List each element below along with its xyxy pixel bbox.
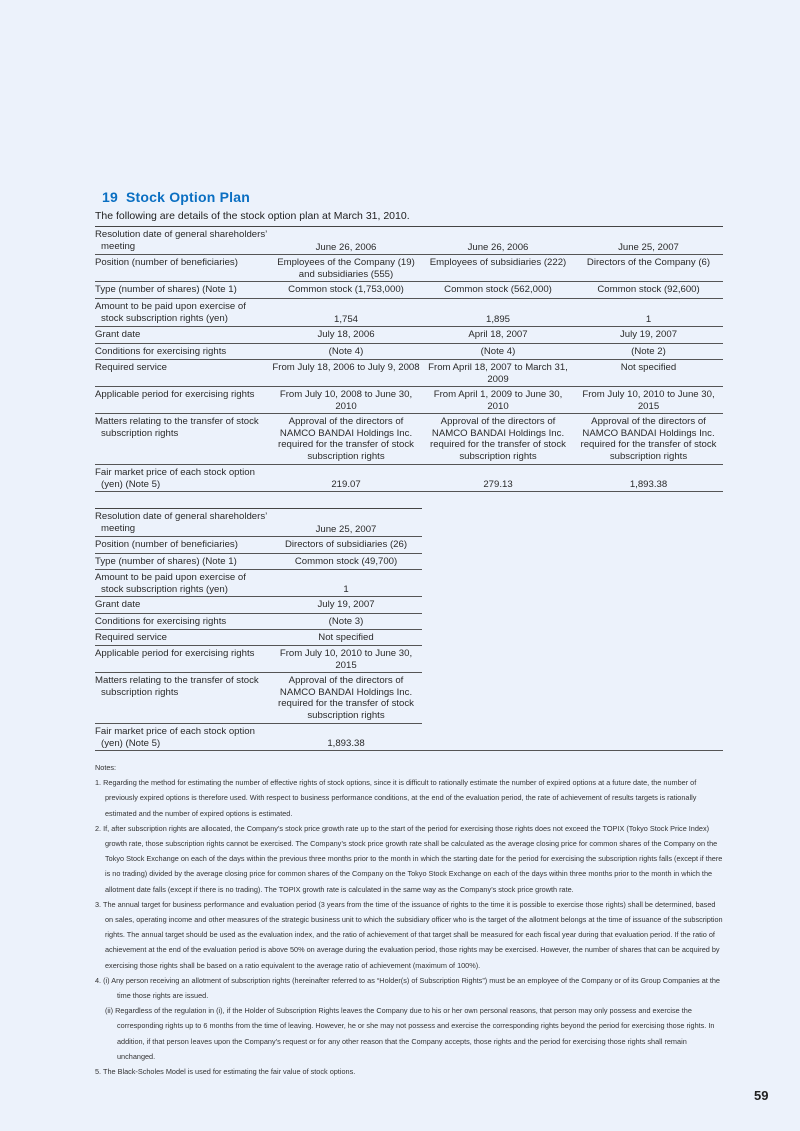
note-4-ii: (ii) Regardless of the regulation in (i), if the Holder of Subscription Rights leaves the Company due to his or her own personal reasons, that person may only possess and exercise the corresponding rights up to 6 months from the time of leaving. However, he or she may not possess and exercise the corresponding rights beyond the period for exercising those rights. In addition, if that person leaves upon the Company’s request or for any other reason that the Company accepts, those rights and the period for exercising those rights shall remain unchanged. [105,1006,715,1061]
row-label: Position (number of beneficiaries) [95,537,270,554]
cell-value: Directors of subsidiaries (26) [270,537,422,554]
page-number: 59 [754,1088,769,1103]
table-row [95,646,422,673]
cell-value: From July 10, 2008 to June 30, 2010 [270,387,422,414]
cell-value: Approval of the directors of NAMCO BANDAI Holdings Inc. required for the transfer of stock subscription rights [574,414,723,465]
row-label: Fair market price of each stock option (yen) (Note 5) [95,465,270,492]
cell-value: 1,754 [270,299,422,327]
table-row [95,673,422,724]
table-row [95,509,422,537]
cell-value: (Note 3) [270,614,422,630]
cell-value: June 26, 2006 [422,227,574,255]
row-label: Type (number of shares) (Note 1) [95,282,270,299]
section-title [102,189,250,205]
row-label: Grant date [95,327,270,344]
row-label: Resolution date of general shareholders’ meeting [95,509,270,537]
notes [95,760,725,1079]
cell-value: Common stock (92,600) [574,282,723,299]
cell-value: From July 18, 2006 to July 9, 2008 [270,360,422,387]
cell-value: Employees of subsidiaries (222) [422,255,574,282]
cell-value: (Note 4) [422,344,574,360]
cell-value: Directors of the Company (6) [574,255,723,282]
cell-value: From July 10, 2010 to June 30, 2015 [574,387,723,414]
cell-value: July 19, 2007 [270,597,422,614]
cell-value: April 18, 2007 [422,327,574,344]
section-number: 19 [102,189,118,205]
cell-value: 1 [270,570,422,597]
cell-value: Common stock (562,000) [422,282,574,299]
row-label: Position (number of beneficiaries) [95,255,270,282]
cell-value: 1 [574,299,723,327]
row-label: Resolution date of general shareholders’ meeting [95,227,270,255]
row-label: Amount to be paid upon exercise of stock subscription rights (yen) [95,299,270,327]
cell-value: June 25, 2007 [574,227,723,255]
cell-value: Approval of the directors of NAMCO BANDAI Holdings Inc. required for the transfer of stock subscription rights [422,414,574,465]
cell-value: Employees of the Company (19) and subsidiaries (555) [270,255,422,282]
row-label: Applicable period for exercising rights [95,387,270,414]
table-row [95,227,723,255]
cell-value: From April 1, 2009 to June 30, 2010 [422,387,574,414]
row-label: Conditions for exercising rights [95,614,270,630]
table-row [95,537,422,554]
cell-value: 1,893.38 [270,724,422,751]
note-3: 3. The annual target for business performance and evaluation period (3 years from the time of the issuance of rights to the time it is possible to exercise those rights) shall be determined, based on sales, operating income and other measures of the strategic business unit to which the subsidiary officer who is the target of the allotment belongs at the time of issuance of the subscription rights. The annual target should be used as the evaluation index, and the ratio of achievement of that target shall be measured for each fiscal year during that evaluation period. If the ratio of achievement at the end of the evaluation period is above 50% on average during the evaluation period, those rights may be exercised. However, the number of shares that can be acquired by exercising those rights shall be based on a ratio equivalent to the average ratio of achievement (maximum of 100%). [95,899,723,970]
cell-value: Not specified [270,630,422,646]
note-1: 1. Regarding the method for estimating the number of effective rights of stock options, since it is difficult to rationally estimate the number of expired options at a future date, the number of previously expired options is therefore used. With respect to business performance conditions, at the end of the evaluation period, the rate of achievement of results targets is rationally estimated and the number of expired options is estimated. [95,778,697,818]
table-row [95,282,723,299]
row-label: Applicable period for exercising rights [95,646,270,673]
row-label: Fair market price of each stock option (yen) (Note 5) [95,724,270,751]
cell-value: (Note 2) [574,344,723,360]
row-label: Matters relating to the transfer of stock subscription rights [95,414,270,465]
row-label: Type (number of shares) (Note 1) [95,554,270,570]
section-title-text: Stock Option Plan [125,189,250,205]
note-4-i: 4. (i) Any person receiving an allotment of subscription rights (hereinafter referred to as “Holder(s) of Subscription Rights”) must be an employee of the Company or of its Group Companies at the time those rights are issued. [95,975,720,1001]
cell-value: 279.13 [422,465,574,492]
cell-value: June 26, 2006 [270,227,422,255]
cell-value: June 25, 2007 [270,509,422,537]
cell-value: July 18, 2006 [270,327,422,344]
table-bottom-rule [95,750,723,751]
table-row [95,597,422,614]
table-row [95,554,422,570]
cell-value: From April 18, 2007 to March 31, 2009 [422,360,574,387]
table-row [95,614,422,630]
cell-value: 1,895 [422,299,574,327]
note-2: 2. If, after subscription rights are allocated, the Company’s stock price growth rate up to the start of the period for exercising those rights does not exceed the TOPIX (Tokyo Stock Price Index) growth rate, those subscription rights cannot be exercised. The Company’s stock price growth rate shall be calculated as the average closing price for common shares of the Company on the Tokyo Stock Exchange on each of the days within the previous three months prior to the month in which the starting date for the period for exercising the subscription rights falls (except if there is no trading) divided by the average closing price for common shares of the Company on the Tokyo Stock Exchange on each of the days within three months prior to the month in which the allotment date falls (except if there is no trading). The TOPIX growth rate is calculated in the same way as the Company’s stock price growth rate. [95,823,723,894]
notes-heading: Notes: [95,763,117,772]
table-row [95,327,723,344]
row-label: Required service [95,360,270,387]
table-row [95,724,422,751]
cell-value: Common stock (49,700) [270,554,422,570]
table-row [95,387,723,414]
cell-value: July 19, 2007 [574,327,723,344]
cell-value: Not specified [574,360,723,387]
cell-value: Common stock (1,753,000) [270,282,422,299]
table-row [95,570,422,597]
row-label: Matters relating to the transfer of stock subscription rights [95,673,270,724]
cell-value: (Note 4) [270,344,422,360]
stock-option-table-1 [95,226,723,492]
cell-value: Approval of the directors of NAMCO BANDAI Holdings Inc. required for the transfer of stock subscription rights [270,414,422,465]
row-label: Grant date [95,597,270,614]
table-row [95,344,723,360]
cell-value: Approval of the directors of NAMCO BANDAI Holdings Inc. required for the transfer of stock subscription rights [270,673,422,724]
row-label: Conditions for exercising rights [95,344,270,360]
table-row [95,255,723,282]
stock-option-table-2 [95,508,422,751]
cell-value: From July 10, 2010 to June 30, 2015 [270,646,422,673]
table-row [95,299,723,327]
row-label: Required service [95,630,270,646]
cell-value: 219.07 [270,465,422,492]
row-label: Amount to be paid upon exercise of stock subscription rights (yen) [95,570,270,597]
table-row [95,414,723,465]
intro-text: The following are details of the stock option plan at March 31, 2010. [95,210,410,222]
table-row [95,360,723,387]
note-5: 5. The Black-Scholes Model is used for estimating the fair value of stock options. [95,1067,356,1077]
cell-value: 1,893.38 [574,465,723,492]
table-row [95,630,422,646]
table-row [95,465,723,492]
